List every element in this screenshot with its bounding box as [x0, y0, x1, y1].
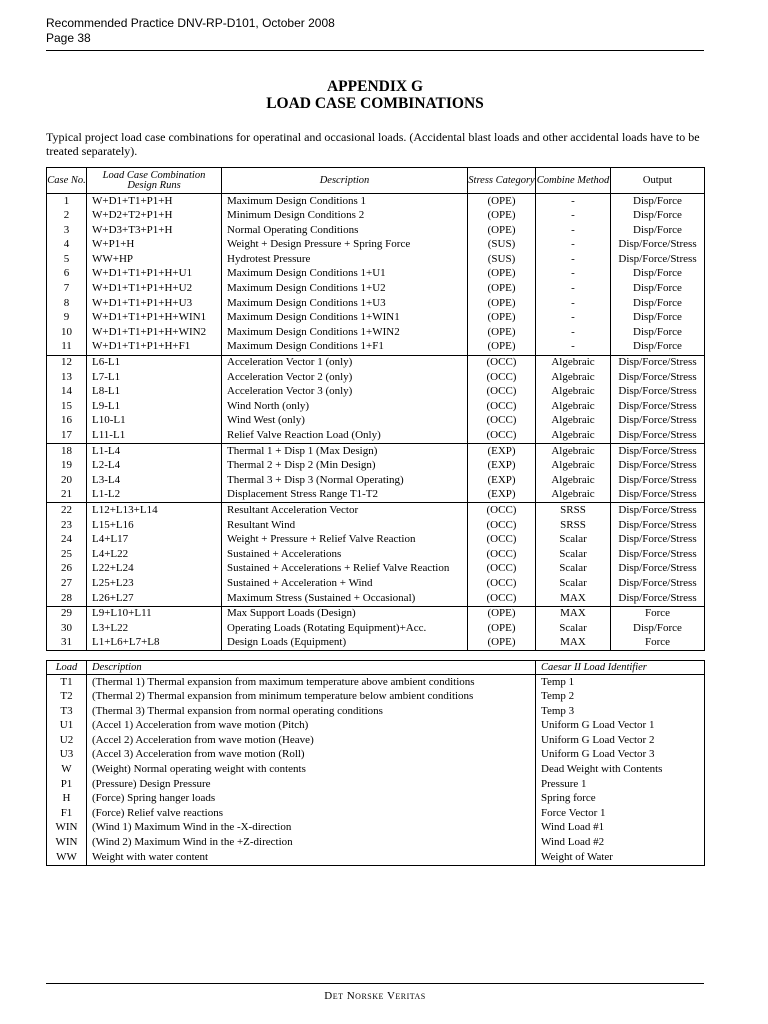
cell-load: H — [47, 792, 87, 807]
cell-combine-method: - — [536, 282, 611, 297]
cell-combination: W+D1+T1+P1+H+WIN2 — [87, 325, 222, 340]
cell-combine-method: - — [536, 311, 611, 326]
cell-combination: L22+L24 — [87, 562, 222, 577]
cell-combination: L1-L2 — [87, 488, 222, 503]
cell-stress-category: (OPE) — [468, 194, 536, 209]
cell-combination: W+D1+T1+P1+H — [87, 194, 222, 209]
cell-combination: L7-L1 — [87, 370, 222, 385]
cell-stress-category: (EXP) — [468, 488, 536, 503]
cell-description: Resultant Acceleration Vector — [222, 503, 468, 518]
cell-case-no: 9 — [47, 311, 87, 326]
cell-stress-category: (EXP) — [468, 473, 536, 488]
cell-stress-category: (OCC) — [468, 533, 536, 548]
table-row — [47, 591, 705, 606]
cell-output: Disp/Force/Stress — [611, 518, 705, 533]
cell-output: Disp/Force — [611, 267, 705, 282]
cell-combination: WW+HP — [87, 252, 222, 267]
cell-load: T2 — [47, 690, 87, 705]
cell-case-no: 17 — [47, 429, 87, 444]
cell-case-no: 1 — [47, 194, 87, 209]
cell-description: Design Loads (Equipment) — [222, 636, 468, 651]
table-row — [47, 576, 705, 591]
cell-caesar-identifier: Dead Weight with Contents — [536, 763, 705, 778]
table-row — [47, 473, 705, 488]
cell-output: Disp/Force — [611, 325, 705, 340]
cell-description: Maximum Design Conditions 1+U2 — [222, 282, 468, 297]
cell-description: Thermal 1 + Disp 1 (Max Design) — [222, 444, 468, 459]
cell-combine-method: SRSS — [536, 503, 611, 518]
cell-output: Disp/Force — [611, 223, 705, 238]
cell-combination: L9+L10+L11 — [87, 606, 222, 621]
cell-combine-method: MAX — [536, 591, 611, 606]
cell-description: Max Support Loads (Design) — [222, 606, 468, 621]
cell-case-no: 27 — [47, 576, 87, 591]
cell-output: Disp/Force — [611, 209, 705, 224]
table-row — [47, 748, 705, 763]
cell-stress-category: (EXP) — [468, 459, 536, 474]
table-row — [47, 267, 705, 282]
table-row — [47, 488, 705, 503]
cell-combination: L4+L22 — [87, 547, 222, 562]
cell-combination: L2-L4 — [87, 459, 222, 474]
cell-load: WIN — [47, 836, 87, 851]
cell-caesar-identifier: Temp 1 — [536, 675, 705, 690]
cell-caesar-identifier: Temp 3 — [536, 704, 705, 719]
cell-description: (Pressure) Design Pressure — [87, 777, 536, 792]
cell-output: Disp/Force/Stress — [611, 459, 705, 474]
page-number: Page 38 — [46, 31, 91, 45]
cell-combine-method: - — [536, 238, 611, 253]
table-row — [47, 385, 705, 400]
load-case-combinations-table — [46, 167, 705, 651]
cell-stress-category: (OPE) — [468, 282, 536, 297]
cell-combine-method: - — [536, 252, 611, 267]
cell-description: Operating Loads (Rotating Equipment)+Acc. — [222, 621, 468, 636]
cell-case-no: 16 — [47, 414, 87, 429]
header-caesar-identifier: Caesar II Load Identifier — [536, 661, 705, 675]
cell-case-no: 25 — [47, 547, 87, 562]
cell-output: Disp/Force — [611, 311, 705, 326]
table-row — [47, 836, 705, 851]
cell-load: WW — [47, 850, 87, 865]
table-row — [47, 606, 705, 621]
cell-case-no: 20 — [47, 473, 87, 488]
table-row — [47, 282, 705, 297]
cell-description: Thermal 2 + Disp 2 (Min Design) — [222, 459, 468, 474]
cell-description: (Weight) Normal operating weight with contents — [87, 763, 536, 778]
cell-combine-method: Algebraic — [536, 385, 611, 400]
cell-output: Disp/Force/Stress — [611, 370, 705, 385]
section-title: LOAD CASE COMBINATIONS — [266, 95, 484, 112]
cell-combination: L3-L4 — [87, 473, 222, 488]
cell-output: Force — [611, 606, 705, 621]
intro-paragraph: Typical project load case combinations for operatinal and occasional loads. (Accidental blast loads and other accidental loads have to be treated separately). — [46, 130, 700, 158]
cell-load: WIN — [47, 821, 87, 836]
cell-description: Sustained + Accelerations + Relief Valve Reaction — [222, 562, 468, 577]
cell-stress-category: (EXP) — [468, 444, 536, 459]
cell-combine-method: SRSS — [536, 518, 611, 533]
cell-output: Disp/Force/Stress — [611, 591, 705, 606]
cell-combination: L11-L1 — [87, 429, 222, 444]
cell-stress-category: (OCC) — [468, 385, 536, 400]
cell-case-no: 3 — [47, 223, 87, 238]
cell-caesar-identifier: Spring force — [536, 792, 705, 807]
cell-description: Acceleration Vector 3 (only) — [222, 385, 468, 400]
cell-output: Disp/Force/Stress — [611, 503, 705, 518]
cell-combine-method: Scalar — [536, 576, 611, 591]
cell-stress-category: (OPE) — [468, 296, 536, 311]
cell-output: Disp/Force/Stress — [611, 252, 705, 267]
table-row — [47, 325, 705, 340]
cell-combination: W+D2+T2+P1+H — [87, 209, 222, 224]
table-row — [47, 850, 705, 865]
table-header-row — [47, 661, 705, 675]
table-row — [47, 340, 705, 355]
table-row — [47, 459, 705, 474]
cell-combine-method: - — [536, 267, 611, 282]
cell-caesar-identifier: Pressure 1 — [536, 777, 705, 792]
cell-combination: W+D3+T3+P1+H — [87, 223, 222, 238]
table-row — [47, 194, 705, 209]
cell-output: Disp/Force/Stress — [611, 238, 705, 253]
table-row — [47, 414, 705, 429]
cell-case-no: 11 — [47, 340, 87, 355]
header-description: Description — [87, 661, 536, 675]
table-row — [47, 733, 705, 748]
cell-combination: W+D1+T1+P1+H+U1 — [87, 267, 222, 282]
cell-case-no: 6 — [47, 267, 87, 282]
cell-case-no: 13 — [47, 370, 87, 385]
cell-combination: L1+L6+L7+L8 — [87, 636, 222, 651]
cell-combination: L9-L1 — [87, 399, 222, 414]
cell-load: P1 — [47, 777, 87, 792]
cell-caesar-identifier: Uniform G Load Vector 2 — [536, 733, 705, 748]
document-reference: Recommended Practice DNV-RP-D101, October 2008 — [46, 16, 335, 30]
cell-description: Displacement Stress Range T1-T2 — [222, 488, 468, 503]
cell-case-no: 24 — [47, 533, 87, 548]
header-rule — [46, 50, 704, 51]
cell-description: Maximum Design Conditions 1+F1 — [222, 340, 468, 355]
cell-description: (Thermal 2) Thermal expansion from minimum temperature below ambient conditions — [87, 690, 536, 705]
header-load-case-combination: Load Case Combination Design Runs — [87, 168, 222, 194]
cell-stress-category: (OPE) — [468, 209, 536, 224]
cell-description: Maximum Design Conditions 1+WIN2 — [222, 325, 468, 340]
cell-combine-method: Algebraic — [536, 399, 611, 414]
cell-output: Disp/Force/Stress — [611, 547, 705, 562]
header-combine-method: Combine Method — [536, 168, 611, 194]
cell-description: Sustained + Acceleration + Wind — [222, 576, 468, 591]
cell-combination: L1-L4 — [87, 444, 222, 459]
cell-case-no: 5 — [47, 252, 87, 267]
load-definitions-table — [46, 660, 705, 866]
cell-combine-method: Algebraic — [536, 370, 611, 385]
table-row — [47, 252, 705, 267]
table-row — [47, 704, 705, 719]
cell-case-no: 12 — [47, 355, 87, 370]
cell-combine-method: Scalar — [536, 621, 611, 636]
cell-load: U3 — [47, 748, 87, 763]
cell-combination: L3+L22 — [87, 621, 222, 636]
cell-combination: L26+L27 — [87, 591, 222, 606]
cell-case-no: 4 — [47, 238, 87, 253]
cell-description: Weight with water content — [87, 850, 536, 865]
table-row — [47, 636, 705, 651]
cell-description: Maximum Design Conditions 1 — [222, 194, 468, 209]
cell-combine-method: Algebraic — [536, 414, 611, 429]
header-case-no: Case No. — [47, 168, 87, 194]
cell-stress-category: (OPE) — [468, 325, 536, 340]
cell-stress-category: (OPE) — [468, 340, 536, 355]
cell-case-no: 19 — [47, 459, 87, 474]
table-row — [47, 311, 705, 326]
cell-combine-method: Algebraic — [536, 355, 611, 370]
page-header — [46, 16, 335, 46]
cell-case-no: 15 — [47, 399, 87, 414]
cell-output: Force — [611, 636, 705, 651]
cell-combine-method: MAX — [536, 636, 611, 651]
cell-output: Disp/Force/Stress — [611, 385, 705, 400]
cell-combine-method: Algebraic — [536, 473, 611, 488]
cell-combine-method: Algebraic — [536, 459, 611, 474]
cell-stress-category: (OCC) — [468, 399, 536, 414]
cell-stress-category: (OCC) — [468, 562, 536, 577]
cell-case-no: 8 — [47, 296, 87, 311]
table-row — [47, 806, 705, 821]
cell-stress-category: (OPE) — [468, 621, 536, 636]
cell-load: W — [47, 763, 87, 778]
cell-combine-method: Algebraic — [536, 488, 611, 503]
cell-stress-category: (OPE) — [468, 311, 536, 326]
cell-description: Acceleration Vector 2 (only) — [222, 370, 468, 385]
cell-output: Disp/Force — [611, 282, 705, 297]
cell-combination: W+D1+T1+P1+H+WIN1 — [87, 311, 222, 326]
cell-description: (Accel 3) Acceleration from wave motion (Roll) — [87, 748, 536, 763]
cell-output: Disp/Force/Stress — [611, 562, 705, 577]
cell-case-no: 26 — [47, 562, 87, 577]
cell-load: T3 — [47, 704, 87, 719]
table-row — [47, 777, 705, 792]
cell-output: Disp/Force/Stress — [611, 488, 705, 503]
cell-description: (Wind 1) Maximum Wind in the -X-direction — [87, 821, 536, 836]
table-row — [47, 690, 705, 705]
cell-output: Disp/Force/Stress — [611, 399, 705, 414]
cell-case-no: 14 — [47, 385, 87, 400]
table-row — [47, 792, 705, 807]
cell-description: Maximum Design Conditions 1+U3 — [222, 296, 468, 311]
cell-combine-method: Algebraic — [536, 444, 611, 459]
cell-stress-category: (OPE) — [468, 606, 536, 621]
table-row — [47, 209, 705, 224]
cell-combination: W+D1+T1+P1+H+U2 — [87, 282, 222, 297]
cell-stress-category: (SUS) — [468, 252, 536, 267]
cell-output: Disp/Force/Stress — [611, 414, 705, 429]
cell-combine-method: Scalar — [536, 562, 611, 577]
cell-output: Disp/Force/Stress — [611, 444, 705, 459]
cell-combine-method: - — [536, 340, 611, 355]
cell-case-no: 21 — [47, 488, 87, 503]
cell-description: (Accel 2) Acceleration from wave motion (Heave) — [87, 733, 536, 748]
cell-combine-method: MAX — [536, 606, 611, 621]
cell-stress-category: (OCC) — [468, 518, 536, 533]
cell-case-no: 18 — [47, 444, 87, 459]
cell-description: Acceleration Vector 1 (only) — [222, 355, 468, 370]
cell-combination: L12+L13+L14 — [87, 503, 222, 518]
cell-stress-category: (OPE) — [468, 636, 536, 651]
cell-description: (Thermal 3) Thermal expansion from normal operating conditions — [87, 704, 536, 719]
cell-combine-method: - — [536, 209, 611, 224]
cell-description: Thermal 3 + Disp 3 (Normal Operating) — [222, 473, 468, 488]
cell-case-no: 31 — [47, 636, 87, 651]
table-row — [47, 621, 705, 636]
cell-case-no: 7 — [47, 282, 87, 297]
cell-combine-method: Algebraic — [536, 429, 611, 444]
cell-combine-method: - — [536, 325, 611, 340]
table-row — [47, 547, 705, 562]
appendix-title: APPENDIX G — [326, 78, 423, 95]
footer-publisher: Det Norske Veritas — [324, 990, 426, 1002]
cell-combine-method: - — [536, 223, 611, 238]
cell-description: (Wind 2) Maximum Wind in the +Z-direction — [87, 836, 536, 851]
cell-combination: W+D1+T1+P1+H+F1 — [87, 340, 222, 355]
table-row — [47, 518, 705, 533]
cell-description: Weight + Pressure + Relief Valve Reaction — [222, 533, 468, 548]
cell-combination: W+D1+T1+P1+H+U3 — [87, 296, 222, 311]
cell-output: Disp/Force — [611, 340, 705, 355]
cell-description: (Force) Spring hanger loads — [87, 792, 536, 807]
header-load: Load — [47, 661, 87, 675]
cell-description: Maximum Stress (Sustained + Occasional) — [222, 591, 468, 606]
cell-description: (Accel 1) Acceleration from wave motion (Pitch) — [87, 719, 536, 734]
cell-combination: L10-L1 — [87, 414, 222, 429]
cell-stress-category: (OCC) — [468, 414, 536, 429]
cell-combine-method: Scalar — [536, 547, 611, 562]
cell-description: (Thermal 1) Thermal expansion from maximum temperature above ambient conditions — [87, 675, 536, 690]
cell-description: Maximum Design Conditions 1+U1 — [222, 267, 468, 282]
footer-rule — [46, 983, 704, 984]
cell-case-no: 2 — [47, 209, 87, 224]
header-description: Description — [222, 168, 468, 194]
cell-stress-category: (OCC) — [468, 576, 536, 591]
table-row — [47, 562, 705, 577]
cell-combination: L6-L1 — [87, 355, 222, 370]
cell-case-no: 22 — [47, 503, 87, 518]
cell-combination: L15+L16 — [87, 518, 222, 533]
cell-combine-method: - — [536, 194, 611, 209]
cell-output: Disp/Force/Stress — [611, 473, 705, 488]
cell-caesar-identifier: Wind Load #2 — [536, 836, 705, 851]
cell-description: Wind North (only) — [222, 399, 468, 414]
cell-stress-category: (SUS) — [468, 238, 536, 253]
cell-caesar-identifier: Wind Load #1 — [536, 821, 705, 836]
cell-description: (Force) Relief valve reactions — [87, 806, 536, 821]
table-row — [47, 370, 705, 385]
table-row — [47, 821, 705, 836]
cell-load: T1 — [47, 675, 87, 690]
cell-caesar-identifier: Uniform G Load Vector 3 — [536, 748, 705, 763]
cell-stress-category: (OCC) — [468, 503, 536, 518]
cell-output: Disp/Force — [611, 621, 705, 636]
cell-description: Relief Valve Reaction Load (Only) — [222, 429, 468, 444]
table-row — [47, 675, 705, 690]
cell-output: Disp/Force/Stress — [611, 429, 705, 444]
cell-description: Resultant Wind — [222, 518, 468, 533]
cell-caesar-identifier: Force Vector 1 — [536, 806, 705, 821]
table-row — [47, 223, 705, 238]
cell-description: Maximum Design Conditions 1+WIN1 — [222, 311, 468, 326]
cell-case-no: 29 — [47, 606, 87, 621]
cell-stress-category: (OPE) — [468, 223, 536, 238]
cell-description: Sustained + Accelerations — [222, 547, 468, 562]
cell-load: F1 — [47, 806, 87, 821]
cell-caesar-identifier: Weight of Water — [536, 850, 705, 865]
header-stress-category: Stress Category — [468, 168, 536, 194]
cell-case-no: 23 — [47, 518, 87, 533]
cell-description: Normal Operating Conditions — [222, 223, 468, 238]
cell-load: U1 — [47, 719, 87, 734]
cell-stress-category: (OCC) — [468, 370, 536, 385]
table-row — [47, 429, 705, 444]
cell-combination: L8-L1 — [87, 385, 222, 400]
cell-output: Disp/Force — [611, 194, 705, 209]
table-row — [47, 533, 705, 548]
cell-output: Disp/Force — [611, 296, 705, 311]
cell-combination: W+P1+H — [87, 238, 222, 253]
cell-output: Disp/Force/Stress — [611, 355, 705, 370]
cell-output: Disp/Force/Stress — [611, 576, 705, 591]
cell-caesar-identifier: Temp 2 — [536, 690, 705, 705]
cell-stress-category: (OCC) — [468, 429, 536, 444]
table-row — [47, 503, 705, 518]
cell-stress-category: (OCC) — [468, 547, 536, 562]
cell-stress-category: (OCC) — [468, 591, 536, 606]
table-row — [47, 719, 705, 734]
table-header-row — [47, 168, 705, 194]
cell-caesar-identifier: Uniform G Load Vector 1 — [536, 719, 705, 734]
cell-case-no: 28 — [47, 591, 87, 606]
cell-case-no: 30 — [47, 621, 87, 636]
cell-stress-category: (OPE) — [468, 267, 536, 282]
header-output: Output — [611, 168, 705, 194]
cell-description: Minimum Design Conditions 2 — [222, 209, 468, 224]
table-row — [47, 763, 705, 778]
cell-combination: L25+L23 — [87, 576, 222, 591]
cell-combination: L4+L17 — [87, 533, 222, 548]
table-row — [47, 444, 705, 459]
table-row — [47, 296, 705, 311]
cell-description: Weight + Design Pressure + Spring Force — [222, 238, 468, 253]
cell-combine-method: - — [536, 296, 611, 311]
cell-output: Disp/Force/Stress — [611, 533, 705, 548]
cell-case-no: 10 — [47, 325, 87, 340]
table-row — [47, 355, 705, 370]
cell-description: Wind West (only) — [222, 414, 468, 429]
table-row — [47, 238, 705, 253]
cell-description: Hydrotest Pressure — [222, 252, 468, 267]
table-row — [47, 399, 705, 414]
cell-stress-category: (OCC) — [468, 355, 536, 370]
cell-load: U2 — [47, 733, 87, 748]
cell-combine-method: Scalar — [536, 533, 611, 548]
